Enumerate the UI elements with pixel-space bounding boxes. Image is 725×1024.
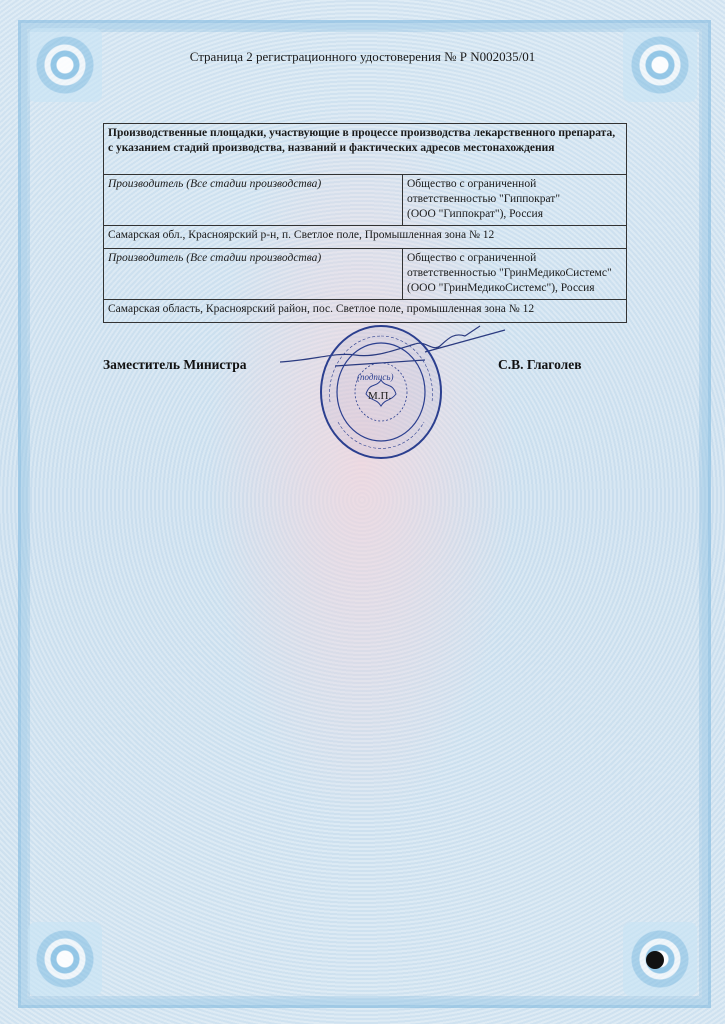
table-heading: Производственные площадки, участвующие в процессе производства лекарственного препарата, с указанием стадий производства, названий и фактических адресов местонахождения <box>104 124 627 175</box>
page-title: Страница 2 регистрационного удостоверения № Р N002035/01 <box>189 49 536 64</box>
corner-rosette-icon <box>28 28 102 102</box>
producer-address: Самарская область, Красноярский район, пос. Светлое поле, промышленная зона № 12 <box>104 300 627 323</box>
table-row <box>104 175 627 226</box>
punch-hole <box>646 951 664 969</box>
signatory-name: С.В. Глаголев <box>498 357 582 372</box>
org-line: ответственностью "ГринМедикоСистемс" <box>407 267 612 279</box>
table-header-row <box>104 124 627 175</box>
table-row <box>104 300 627 323</box>
org-line: (ООО "ГринМедикоСистемс"), Россия <box>407 282 595 294</box>
signature-caption: (подпись) <box>357 372 394 382</box>
corner-rosette-icon <box>623 28 697 102</box>
org-line: Общество с ограниченной <box>407 178 537 190</box>
org-line: ответственностью "Гиппократ" <box>407 193 561 205</box>
producer-role: Производитель (Все стадии производства) <box>104 249 403 300</box>
table-row <box>104 226 627 249</box>
table-row <box>104 249 627 300</box>
signatory-position: Заместитель Министра <box>103 357 247 372</box>
org-line: (ООО "Гиппократ"), Россия <box>407 208 543 220</box>
production-sites-table <box>103 123 627 323</box>
producer-organization <box>403 175 627 226</box>
org-line: Общество с ограниченной <box>407 252 537 264</box>
corner-rosette-icon <box>28 922 102 996</box>
producer-role: Производитель (Все стадии производства) <box>104 175 403 226</box>
seal-place-label: М.П. <box>368 390 392 402</box>
producer-organization <box>403 249 627 300</box>
producer-address: Самарская обл., Красноярский р-н, п. Светлое поле, Промышленная зона № 12 <box>104 226 627 249</box>
